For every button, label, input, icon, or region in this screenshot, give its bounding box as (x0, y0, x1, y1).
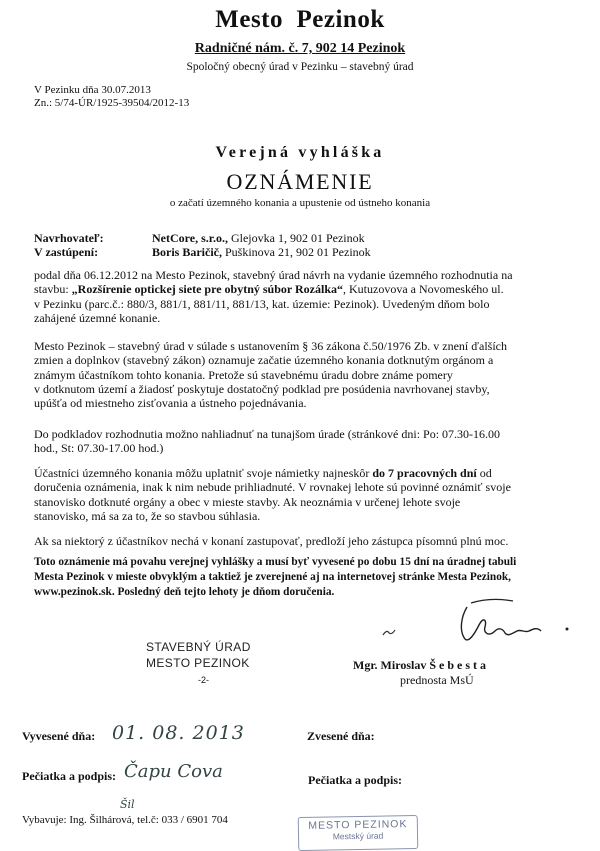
city-address: Radničné nám. č. 7, 902 14 Pezinok (194, 41, 406, 56)
stamp-signature-label-left: Pečiatka a podpis: (22, 769, 117, 783)
city-office-stamp-line1: MESTO PEZINOK (308, 818, 408, 832)
office-stamp-line1: STAVEBNÝ ÚRAD (146, 640, 251, 654)
date-line: V Pezinku dňa 30.07.2013 (34, 84, 151, 96)
paragraph-objections: Účastníci územného konania môžu uplatniť svoje námietky najneskôr do 7 pracovných dní od doručenia oznámenia, inak k nim nebude prihliadnuté. V rovnakej lehote sú povinné oznámiť svoje stanovisko dotknuté orgány a obec v mieste stavby. Ak neoznámia v určenej lehote svoje stanovisko, má sa za to, že so stavbou súhlasia. (34, 466, 511, 523)
city-office-stamp-line2: Mestský úrad (332, 830, 384, 842)
posted-date-label: Vyvesené dňa: (22, 729, 96, 743)
paragraph-inspection: Do podkladov rozhodnutia možno nahliadnuť na tunajšom úrade (stránkové dni: Po: 07.30-16.00 hod., St: 07.30-17.00 hod.) (34, 427, 501, 456)
stamp-number: -2- (198, 675, 209, 685)
city-title: Mesto Pezinok (215, 6, 385, 33)
representative-label: V zastúpení: (34, 245, 99, 259)
signatory-role: prednosta MsÚ (400, 673, 474, 687)
stamp-signature-handwritten: Čapu Cova (124, 761, 223, 782)
representative-value: Boris Baričič, Puškinova 21, 902 01 Pezinok (152, 245, 371, 259)
proposer-value: NetCore, s.r.o., Glejovka 1, 902 01 Pezinok (152, 231, 365, 245)
paragraph-procedure: Mesto Pezinok – stavebný úrad v súlade s ustanovením § 36 zákona č.50/1976 Zb. v znení ďalších zmien a doplnkov (stavebný zákon) oznamuje začatie územného konania dotknutým orgánom a známym účastníkom tohto konania. Pretože sú stavebnému úradu dobre známe pomery v dotknutom území a žiadosť poskytuje dostatočný podklad pre posúdenia navrhovanej stavby, upúšťa od miestneho zisťovania a ústneho pojednávania. (34, 339, 507, 411)
handler-initials: Šil (120, 798, 135, 811)
posted-date-handwritten: 01. 08. 2013 (112, 722, 245, 744)
signatory-name: Mgr. Miroslav Š e b e s t a (353, 658, 486, 672)
paragraph-representation: Ak sa niektorý z účastníkov nechá v konaní zastupovať, predloží jeho zástupca písomnú plnú moc. (34, 534, 509, 548)
stamp-signature-label-right: Pečiatka a podpis: (308, 773, 403, 787)
proposer-label: Navrhovateľ: (34, 231, 104, 245)
removed-date-label: Zvesené dňa: (307, 729, 375, 743)
signature-image (375, 595, 585, 655)
office-name: Spoločný obecný úrad v Pezinku – stavebný úrad (186, 61, 414, 73)
paragraph-application: podal dňa 06.12.2012 na Mesto Pezinok, stavebný úrad návrh na vydanie územného rozhodnutia na stavbu: „Rozšírenie optickej siete pre obytný súbor Rozálka“, Kutuzovova a Novomeského ul. v Pezinku (parc.č.: 880/3, 881/1, 881/11, 881/13, kat. územie: Pezinok). Uvedeným dňom bolo zahájené územné konanie. (34, 268, 513, 325)
handled-by-line: Vybavuje: Ing. Šilhárová, tel.č: 033 / 6901 704 (22, 814, 228, 826)
public-notice-heading: Verejná vyhláška (215, 144, 385, 161)
reference-number: Zn.: 5/74-ÚR/1925-39504/2012-13 (34, 97, 190, 109)
announcement-heading: OZNÁMENIE (226, 169, 374, 194)
announcement-subtitle: o začatí územného konania a upustenie od ústneho konania (169, 197, 431, 209)
office-stamp-line2: MESTO PEZINOK (146, 656, 250, 670)
paragraph-public-notice-terms: Toto oznámenie má povahu verejnej vyhlášky a musí byť vyvesené po dobu 15 dní na úradnej tabuli Mesta Pezinok v mieste obvyklým a taktiež je zverejnené aj na internetovej stránke Mesta Pezinok, www.pezinok.sk. Posledný deň tejto lehoty je dňom doručenia. (34, 556, 517, 598)
city-office-stamp (298, 815, 419, 851)
